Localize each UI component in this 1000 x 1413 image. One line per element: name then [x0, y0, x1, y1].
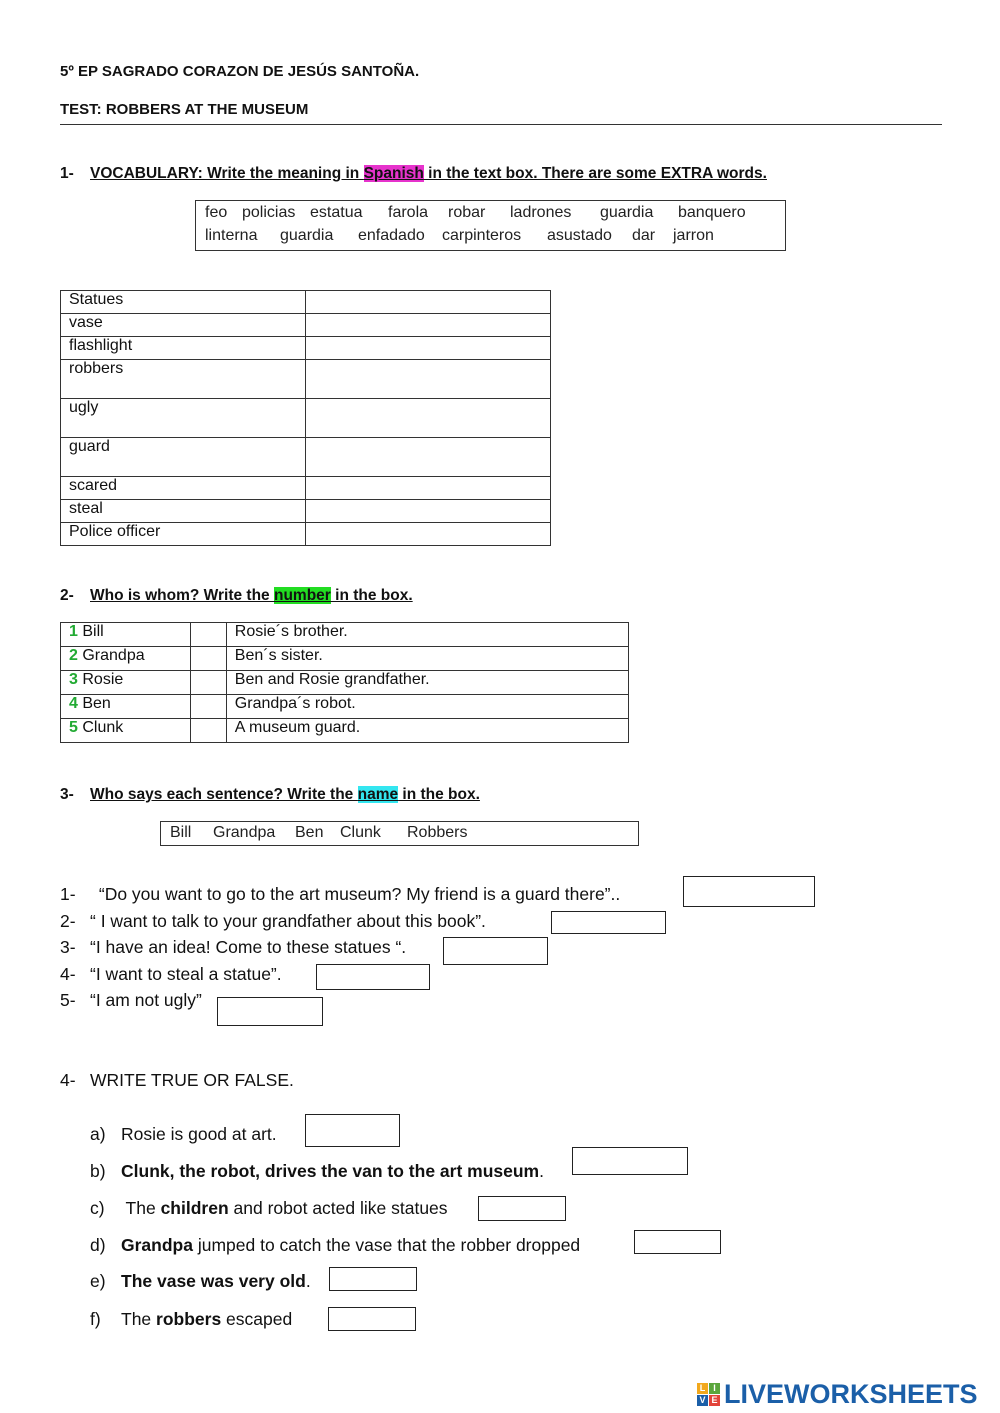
sentence-text: “Do you want to go to the art museum? My friend is a guard there”.. — [94, 884, 621, 904]
character-name: Clunk — [82, 719, 124, 736]
vocab-word: Police officer — [61, 523, 306, 546]
answer-cell[interactable] — [305, 438, 550, 477]
description-cell: A museum guard. — [226, 719, 628, 743]
statement-bold: children — [160, 1198, 229, 1218]
vocab-word: Statues — [61, 291, 306, 314]
statement-text: jumped to catch the vase that the robber dropped — [192, 1235, 581, 1255]
vocab-word: flashlight — [61, 337, 306, 360]
character-cell — [61, 719, 191, 743]
liveworksheets-logo-text: LIVEWORKSHEETS — [724, 1378, 978, 1409]
table-row — [61, 360, 551, 399]
number-answer-cell[interactable] — [190, 719, 226, 743]
vocabulary-table — [60, 290, 551, 546]
character-name: Bill — [82, 623, 104, 640]
who-is-whom-table — [60, 622, 629, 743]
character-cell — [61, 623, 191, 647]
bank-word: enfadado — [358, 227, 425, 244]
statement-text: The — [121, 1309, 157, 1329]
statement-text: . — [539, 1161, 544, 1181]
bank-word: dar — [632, 227, 656, 244]
speaker-answer-box-4[interactable] — [316, 964, 430, 990]
number-answer-cell[interactable] — [190, 671, 226, 695]
bank-word: estatua — [310, 204, 363, 221]
liveworksheets-logo-icon — [697, 1383, 720, 1406]
sentence-text: “I have an idea! Come to these statues “. — [90, 937, 407, 957]
speaker-answer-box-5[interactable] — [217, 997, 323, 1026]
sentence-1 — [60, 884, 620, 905]
statement-a — [90, 1124, 277, 1145]
statement-text: escaped — [221, 1309, 293, 1329]
section1-title-end: in the text box. There are some EXTRA words. — [423, 165, 767, 182]
statement-label: a) — [90, 1124, 106, 1144]
section2-heading — [60, 587, 413, 605]
section3-heading — [60, 786, 480, 804]
sentence-text: “ I want to talk to your grandfather about this book”. — [90, 911, 486, 931]
logo-letter: V — [697, 1395, 708, 1406]
liveworksheets-logo — [697, 1378, 978, 1410]
table-row — [61, 477, 551, 500]
vocab-word: robbers — [61, 360, 306, 399]
sentence-3 — [60, 937, 406, 958]
table-row — [61, 291, 551, 314]
answer-cell[interactable] — [305, 360, 550, 399]
bank-word: ladrones — [510, 204, 572, 221]
description-cell: Ben´s sister. — [226, 647, 628, 671]
vocab-word: steal — [61, 500, 306, 523]
sentence-text: “I want to steal a statue”. — [90, 964, 282, 984]
vocab-word: ugly — [61, 399, 306, 438]
bank-word: jarron — [673, 227, 714, 244]
table-row — [61, 719, 629, 743]
character-number: 3 — [69, 671, 78, 688]
section1-number: 1- — [60, 165, 74, 182]
character-cell — [61, 671, 191, 695]
statement-text: Rosie is good at art. — [121, 1124, 277, 1144]
section1-heading — [60, 165, 767, 183]
true-false-box-c[interactable] — [478, 1196, 566, 1221]
sentence-5 — [60, 990, 202, 1011]
bank-word: linterna — [205, 227, 258, 244]
character-cell — [61, 647, 191, 671]
bank-word: robar — [448, 204, 486, 221]
answer-cell[interactable] — [305, 337, 550, 360]
statement-label: b) — [90, 1161, 106, 1181]
table-row — [61, 500, 551, 523]
character-number: 5 — [69, 719, 78, 736]
statement-e — [90, 1271, 311, 1292]
statement-label: c) — [90, 1198, 105, 1218]
table-row — [61, 671, 629, 695]
statement-bold: The vase was very old — [121, 1271, 306, 1291]
bank-word: guardia — [280, 227, 334, 244]
section2-number: 2- — [60, 587, 74, 604]
statement-text: The — [121, 1198, 161, 1218]
vocab-word: guard — [61, 438, 306, 477]
number-answer-cell[interactable] — [190, 623, 226, 647]
true-false-box-e[interactable] — [329, 1267, 417, 1291]
sentence-number: 5- — [60, 990, 76, 1010]
character-number: 4 — [69, 695, 78, 712]
sentence-number: 3- — [60, 937, 76, 957]
bank-name: Clunk — [340, 824, 381, 841]
names-bank — [160, 821, 639, 846]
logo-letter: I — [709, 1383, 720, 1394]
bank-word: carpinteros — [442, 227, 522, 244]
table-row — [61, 523, 551, 546]
true-false-box-d[interactable] — [634, 1230, 721, 1254]
statement-f — [90, 1309, 292, 1330]
answer-cell[interactable] — [305, 399, 550, 438]
sentence-number: 2- — [60, 911, 76, 931]
bank-name: Ben — [295, 824, 324, 841]
character-cell — [61, 695, 191, 719]
statement-d — [90, 1235, 580, 1256]
section3-title-highlight: name — [357, 786, 399, 803]
sentence-2 — [60, 911, 486, 932]
description-cell: Grandpa´s robot. — [226, 695, 628, 719]
statement-label: f) — [90, 1309, 101, 1329]
statement-bold: Clunk, the robot, drives the van to the art museum — [121, 1161, 540, 1181]
section3-number: 3- — [60, 786, 74, 803]
section4-number: 4- — [60, 1070, 76, 1090]
bank-word: farola — [388, 204, 429, 221]
section4-title: WRITE TRUE OR FALSE. — [90, 1070, 294, 1090]
table-row — [61, 314, 551, 337]
speaker-answer-box-2[interactable] — [551, 911, 666, 934]
table-row — [61, 623, 629, 647]
bank-name: Robbers — [407, 824, 468, 841]
speaker-answer-box-1[interactable] — [683, 876, 815, 907]
true-false-box-b[interactable] — [572, 1147, 688, 1175]
answer-cell[interactable] — [305, 500, 550, 523]
statement-label: d) — [90, 1235, 106, 1255]
statement-text: and robot acted like statues — [228, 1198, 448, 1218]
table-row — [61, 647, 629, 671]
table-row — [61, 399, 551, 438]
section2-title-start: Who is whom? Write the — [90, 587, 274, 604]
number-answer-cell[interactable] — [190, 647, 226, 671]
vocabulary-word-bank — [195, 200, 786, 251]
table-row — [61, 438, 551, 477]
character-number: 1 — [69, 623, 78, 640]
section1-title-highlight: Spanish — [363, 165, 424, 182]
sentence-number: 4- — [60, 964, 76, 984]
statement-text: . — [305, 1271, 311, 1291]
answer-cell[interactable] — [305, 291, 550, 314]
section2-title-end: in the box. — [330, 587, 413, 604]
header-divider — [60, 124, 942, 125]
vocab-word: scared — [61, 477, 306, 500]
sentence-text: “I am not ugly” — [90, 990, 202, 1010]
school-name: 5º EP SAGRADO CORAZON DE JESÚS SANTOÑA. — [60, 63, 420, 80]
sentence-number: 1- — [60, 884, 76, 904]
number-answer-cell[interactable] — [190, 695, 226, 719]
section4-heading — [60, 1070, 294, 1091]
section3-title-start: Who says each sentence? Write the — [90, 786, 358, 803]
character-number: 2 — [69, 647, 78, 664]
answer-cell[interactable] — [305, 523, 550, 546]
speaker-answer-box-3[interactable] — [443, 937, 548, 965]
statement-label: e) — [90, 1271, 106, 1291]
vocab-word: vase — [61, 314, 306, 337]
bank-word: feo — [205, 204, 228, 221]
section3-title-end: in the box. — [398, 786, 480, 803]
true-false-box-f[interactable] — [328, 1307, 416, 1331]
logo-letter: E — [709, 1395, 720, 1406]
description-cell: Ben and Rosie grandfather. — [226, 671, 628, 695]
character-name: Rosie — [82, 671, 124, 688]
table-row — [61, 337, 551, 360]
bank-word: policias — [242, 204, 296, 221]
bank-name: Bill — [170, 824, 192, 841]
section2-title-highlight: number — [274, 587, 331, 604]
statement-b — [90, 1161, 544, 1182]
character-name: Grandpa — [82, 647, 145, 664]
statement-c — [90, 1198, 448, 1219]
statement-bold: robbers — [156, 1309, 222, 1329]
true-false-box-a[interactable] — [305, 1114, 400, 1147]
section1-title-start: VOCABULARY: Write the meaning in — [90, 165, 364, 182]
character-name: Ben — [82, 695, 111, 712]
sentence-4 — [60, 964, 282, 985]
bank-word: guardia — [600, 204, 654, 221]
test-title: TEST: ROBBERS AT THE MUSEUM — [60, 101, 309, 118]
description-cell: Rosie´s brother. — [226, 623, 628, 647]
table-row — [61, 695, 629, 719]
answer-cell[interactable] — [305, 314, 550, 337]
bank-name: Grandpa — [213, 824, 276, 841]
statement-bold: Grandpa — [121, 1235, 193, 1255]
answer-cell[interactable] — [305, 477, 550, 500]
bank-word: banquero — [678, 204, 746, 221]
logo-letter: L — [697, 1383, 708, 1394]
bank-word: asustado — [547, 227, 612, 244]
